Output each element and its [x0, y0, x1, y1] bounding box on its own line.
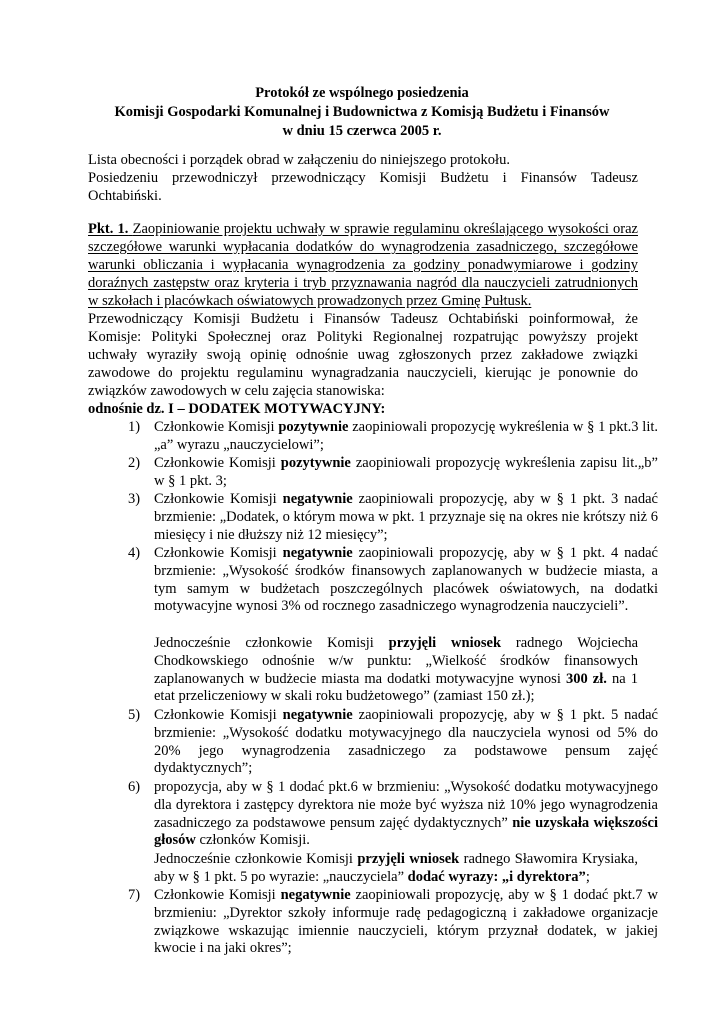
intro-line-2: Posiedzeniu przewodniczył przewodniczący Komisji Budżetu i Finansów Tadeusz — [88, 170, 638, 186]
section-heading: odnośnie dz. I – DODATEK MOTYWACYJNY: — [88, 401, 386, 417]
list-item — [128, 707, 658, 778]
pkt1-line-5: w szkołach i placówkach oświatowych prowadzonych przez Gminę Pułtusk. — [88, 293, 532, 309]
title-line-2: Komisji Gospodarki Komunalnej i Budownictwa z Komisją Budżetu i Finansów — [114, 104, 610, 120]
para-line-2: Komisje: Polityki Społecznej oraz Polityki Regionalnej rozpatrując powyższy projekt — [88, 329, 638, 345]
item-number: 2) — [128, 455, 141, 471]
list-item — [128, 419, 658, 455]
list-item — [128, 491, 658, 544]
item-text: zaopiniowali propozycję, aby w § 1 pkt. 3 nadać brzmienie: „Dodatek, o którym mowa w pkt. 1 przyznaje się na okres nie krótszy niż 6 miesięcy i nie dłuższy niż 12 miesięcy”; — [154, 491, 658, 543]
para-line-4: zawodowe do projektu regulaminu wynagradzania nauczycieli, kierując je ponownie do — [88, 365, 638, 381]
item-bold: negatywnie — [282, 491, 353, 507]
pkt1-line-3: warunki obliczania i wypłacania wynagrodzenia za godziny ponadwymiarowe i godziny — [88, 257, 638, 273]
para-line-5: związków zawodowych w celu zajęcia stanowiska: — [88, 383, 385, 399]
item-text: zaopiniowali propozycję, aby w § 1 dodać pkt.7 w brzmieniu: „Dyrektor szkoły informuje radę pedagogiczną i zakładowe organizacje związkowe wskazując imiennie nauczycieli, którym przyznał dodatek, w jakiej kwocie i na jaki okres”; — [154, 887, 658, 957]
item-text: Członkowie Komisji — [154, 419, 279, 435]
item-text: Członkowie Komisji — [154, 491, 283, 507]
pkt1-line-2: szczegółowe warunki wypłacania dodatków do wynagrodzenia zasadniczego, szczegółowe — [88, 239, 638, 255]
item-bold: negatywnie — [280, 887, 351, 903]
title-line-3: w dniu 15 czerwca 2005 r. — [282, 123, 442, 139]
para-line-1: Przewodniczący Komisji Budżetu i Finansów Tadeusz Ochtabiński poinformował, że — [88, 311, 638, 327]
item-number: 1) — [128, 419, 141, 435]
list-item — [128, 455, 658, 491]
note-item-4 — [154, 635, 638, 706]
item-number: 3) — [128, 491, 141, 507]
para-line-3: uchwały wyraziły swoją opinię odnośnie uwag zgłoszonych przez zakładowe związki — [88, 347, 638, 363]
note-text: Jednocześnie członkowie Komisji — [154, 851, 358, 867]
item-text: zaopiniowali propozycję wykreślenia w § 1 pkt.3 lit. „a” wyrazu „nauczycielowi”; — [154, 419, 659, 453]
list-item — [128, 779, 658, 850]
item-text: zaopiniowali propozycję, aby w § 1 pkt. 5 nadać brzmienie: „Wysokość dodatku motywacyjnego dla nauczyciela wynosi od 5% do 20% jego wynagrodzenia zasadniczego za podstawowe pensum zajęć dydaktycznych”; — [154, 707, 658, 777]
item-bold: negatywnie — [282, 545, 353, 561]
note-item-6 — [154, 851, 638, 887]
item-bold: pozytywnie — [278, 419, 349, 435]
item-text: propozycja, aby w § 1 dodać pkt.6 w brzmieniu: „Wysokość dodatku motywacyjnego dla dyrektora i zastępcy dyrektora nie może być wyższa niż 10% jego wynagrodzenia zasadniczego za podstawowe pensum zajęć dydaktycznych” — [154, 779, 658, 831]
note-text: ; — [585, 868, 590, 885]
item-number: 7) — [128, 887, 141, 903]
item-text: członków Komisji. — [195, 832, 310, 849]
item-text: Członkowie Komisji — [154, 887, 281, 903]
note-text: na 1 etat przeliczeniowy w skali roku budżetowego” (zamiast 150 zł.); — [154, 670, 639, 705]
item-number: 5) — [128, 707, 141, 723]
item-bold: pozytywnie — [280, 455, 351, 471]
intro-line-3: Ochtabiński. — [88, 188, 162, 204]
intro-line-1: Lista obecności i porządek obrad w załączeniu do niniejszego protokołu. — [88, 152, 510, 168]
note-bold: przyjęli wniosek — [357, 851, 460, 867]
note-text: radnego Sławomira Krysiaka, aby w § 1 pkt. 5 po wyrazie: „nauczyciela” — [154, 851, 638, 885]
note-text: radnego Wojciecha Chodkowskiego odnośnie w/w punktu: „Wielkość środków finansowych zaplanowanych w budżecie miasta ma dodatki motywacyjne wynosi — [154, 635, 639, 687]
pkt1-label: Pkt. 1. — [88, 221, 129, 237]
title-line-1: Protokół ze wspólnego posiedzenia — [255, 85, 469, 101]
note-text: Jednocześnie członkowie Komisji — [154, 635, 389, 651]
pkt1-line-1 — [88, 221, 638, 239]
pkt1-line-4: doraźnych zastępstw oraz kryteria i tryb przyznawania nagród dla nauczycieli zatrudnionych — [88, 275, 638, 291]
pkt1-text-1: Zaopiniowanie projektu uchwały w sprawie regulaminu określającego wysokości oraz — [132, 221, 638, 237]
note-bold: przyjęli wniosek — [388, 635, 502, 651]
note-bold: 300 zł. — [565, 670, 607, 687]
list-item — [128, 887, 658, 958]
item-bold: nie uzyskała większości głosów — [154, 814, 658, 849]
item-text: Członkowie Komisji — [154, 455, 281, 471]
item-number: 6) — [128, 779, 141, 795]
item-text: Członkowie Komisji — [154, 707, 283, 723]
item-text: Członkowie Komisji — [154, 545, 283, 561]
item-text: zaopiniowali propozycję, aby w § 1 pkt. 4 nadać brzmienie: „Wysokość środków finansowych zaplanowanych w budżecie miasta, a tym samym w budżetach poszczególnych placówek oświatowych, na dodatki motywacyjne wynosi 3% od rocznego zasadniczego wynagrodzenia nauczycieli”. — [154, 545, 658, 615]
item-bold: negatywnie — [282, 707, 353, 723]
item-number: 4) — [128, 545, 141, 561]
item-text: zaopiniowali propozycję wykreślenia zapisu lit.„b” w § 1 pkt. 3; — [154, 455, 658, 489]
note-bold: dodać wyrazy: „i dyrektora” — [407, 868, 586, 885]
list-item — [128, 545, 658, 616]
